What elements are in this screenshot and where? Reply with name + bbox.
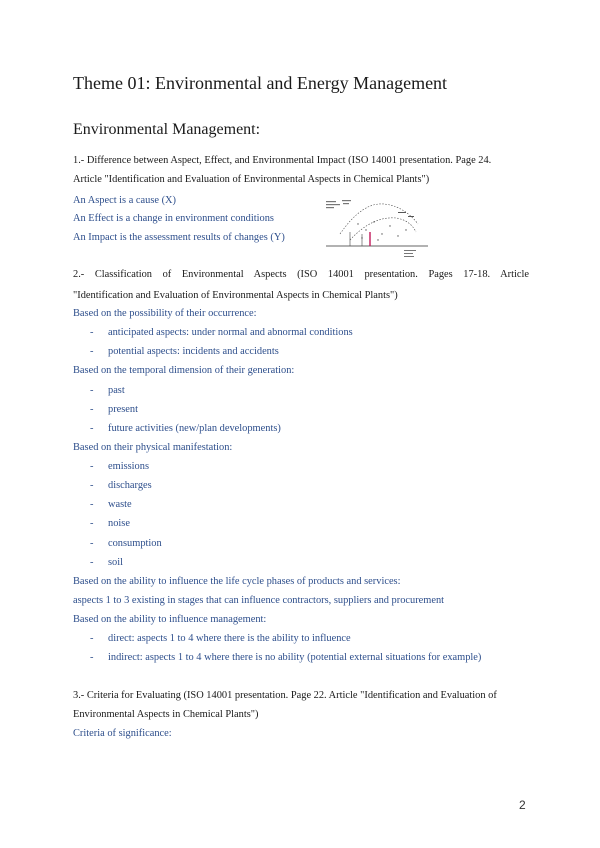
list-item: - past xyxy=(90,385,125,396)
list-item: - potential aspects: incidents and accidents xyxy=(90,346,279,357)
page-number: 2 xyxy=(519,798,526,812)
q1-heading-line2: Article "Identification and Evaluation of Environmental Aspects in Chemical Plants") xyxy=(73,174,430,185)
temporal-heading: Based on the temporal dimension of their generation: xyxy=(73,365,295,376)
list-item: - soil xyxy=(90,557,124,568)
document-title: Theme 01: Environmental and Energy Management xyxy=(73,73,448,93)
bullet-dash: - xyxy=(90,538,94,549)
list-item: - discharges xyxy=(90,480,152,491)
list-item: - emissions xyxy=(90,461,149,472)
list-item: - anticipated aspects: under normal and abnormal conditions xyxy=(90,327,353,338)
q3-heading-line1: 3.- Criteria for Evaluating (ISO 14001 presentation. Page 22. Article "Identification and Evaluation of xyxy=(73,690,497,701)
q1-impact: An Impact is the assessment results of changes (Y) xyxy=(73,232,285,243)
lifecycle-text: aspects 1 to 3 existing in stages that can influence contractors, suppliers and procurement xyxy=(73,595,445,606)
q1-heading-line1: 1.- Difference between Aspect, Effect, and Environmental Impact (ISO 14001 presentation. Page 24. xyxy=(73,155,492,166)
q1-effect: An Effect is a change in environment conditions xyxy=(73,213,274,224)
bullet-dash: - xyxy=(90,633,94,644)
list-item: - indirect: aspects 1 to 4 where there is no ability (potential external situations for example) xyxy=(90,652,482,663)
q2-heading-line1: 2.- Classification of Environmental Aspects (ISO 14001 presentation. Pages 17-18. Article xyxy=(73,269,529,280)
list-item: - direct: aspects 1 to 4 where there is the ability to influence xyxy=(90,633,351,644)
lifecycle-heading: Based on the ability to influence the life cycle phases of products and services: xyxy=(73,576,401,587)
section-title: Environmental Management: xyxy=(73,121,261,138)
management-heading: Based on the ability to influence management: xyxy=(73,614,267,625)
list-item: - future activities (new/plan developments) xyxy=(90,423,281,434)
bullet-dash: - xyxy=(90,480,94,491)
bullet-dash: - xyxy=(90,385,94,396)
bullet-dash: - xyxy=(90,327,94,338)
q3-heading-line2: Environmental Aspects in Chemical Plants") xyxy=(73,709,259,720)
list-item: - present xyxy=(90,404,139,415)
list-item: - waste xyxy=(90,499,132,510)
list-item: - noise xyxy=(90,518,130,529)
physical-heading: Based on their physical manifestation: xyxy=(73,442,233,453)
bullet-dash: - xyxy=(90,423,94,434)
q1-aspect: An Aspect is a cause (X) xyxy=(73,195,177,206)
q2-heading-line2: "Identification and Evaluation of Environmental Aspects in Chemical Plants") xyxy=(73,290,398,301)
bullet-dash: - xyxy=(90,461,94,472)
bullet-dash: - xyxy=(90,518,94,529)
bullet-dash: - xyxy=(90,652,94,663)
significance-heading: Criteria of significance: xyxy=(73,728,172,739)
aspect-impact-diagram xyxy=(322,196,430,260)
bullet-dash: - xyxy=(90,557,94,568)
bullet-dash: - xyxy=(90,346,94,357)
occurrence-heading: Based on the possibility of their occurrence: xyxy=(73,308,257,319)
list-item: - consumption xyxy=(90,538,162,549)
bullet-dash: - xyxy=(90,499,94,510)
bullet-dash: - xyxy=(90,404,94,415)
